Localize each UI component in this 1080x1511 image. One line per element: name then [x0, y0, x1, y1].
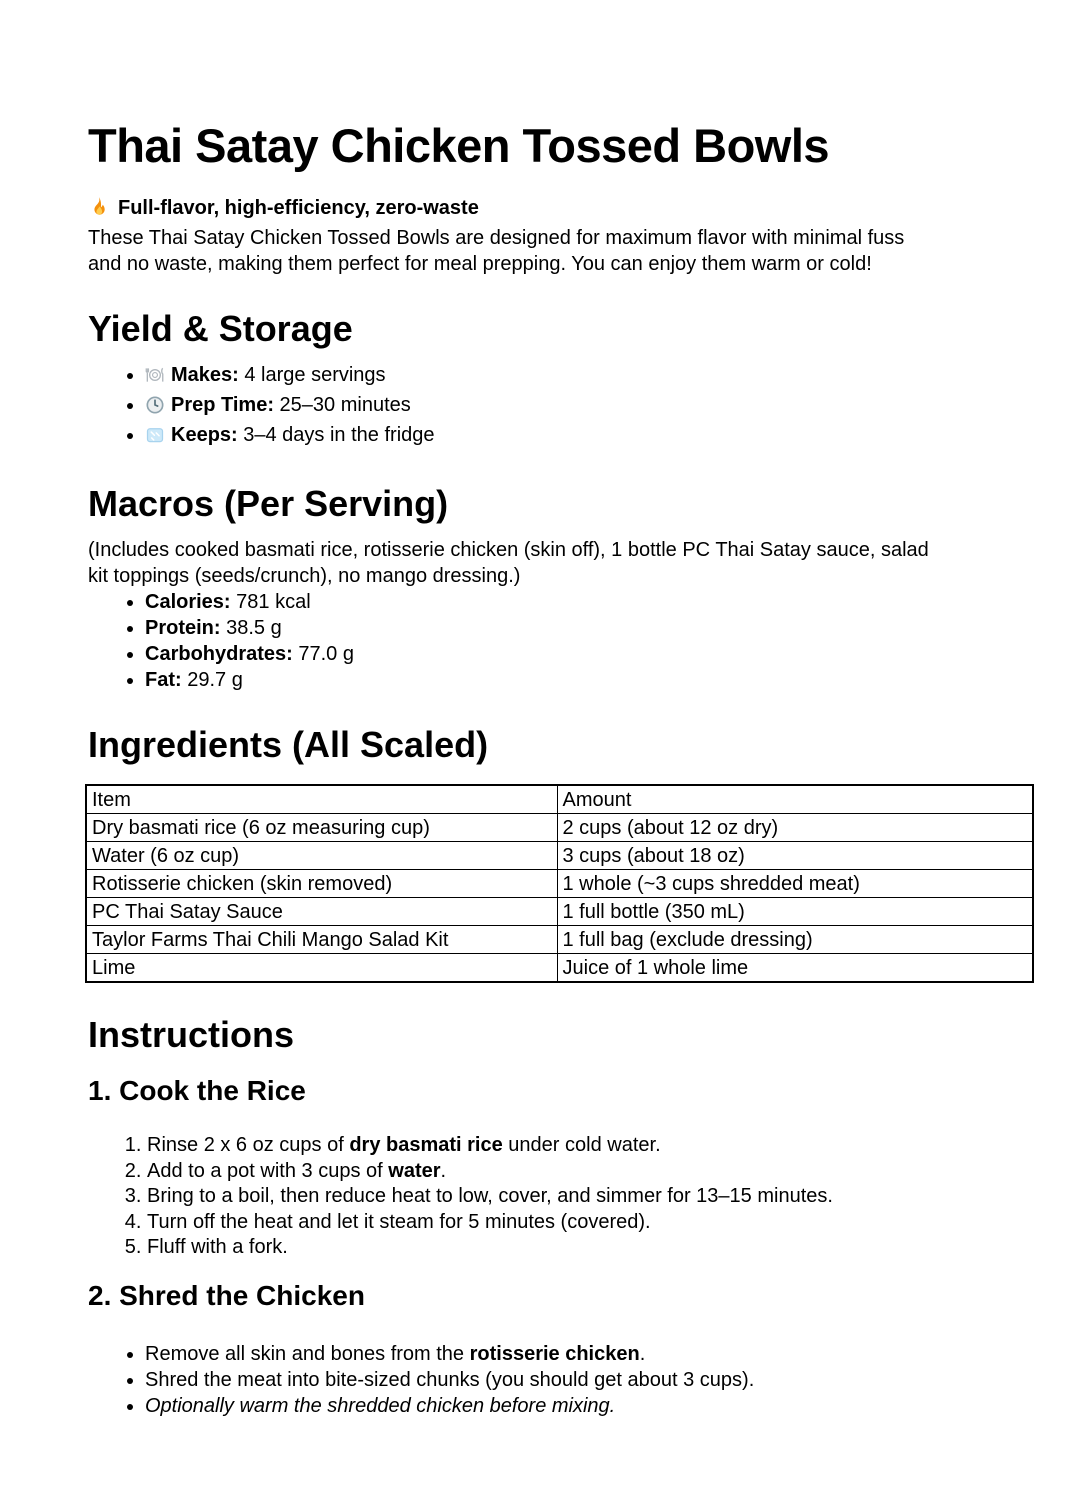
- subsection-heading-shred-chicken: 2. Shred the Chicken: [88, 1279, 365, 1311]
- item-label: Prep Time:: [171, 394, 274, 416]
- table-row: [86, 842, 1033, 870]
- item-cell: Water (6 oz cup): [86, 842, 557, 870]
- amount-cell: 3 cups (about 18 oz): [557, 842, 1033, 870]
- table-row: [86, 814, 1033, 842]
- bullet-text: .: [639, 1342, 646, 1365]
- step-text: Rinse 2 x 6 oz cups of: [147, 1134, 350, 1156]
- list-item: [145, 422, 992, 452]
- amount-cell: 1 full bottle (350 mL): [557, 898, 1033, 926]
- amount-cell: 2 cups (about 12 oz dry): [557, 814, 1033, 842]
- yield-storage-list: [88, 362, 992, 452]
- intro-line: These Thai Satay Chicken Tossed Bowls are designed for maximum flavor with minimal fuss: [88, 227, 905, 249]
- item-label: Carbohydrates:: [145, 643, 293, 665]
- ice-icon: [145, 425, 165, 452]
- item-cell: Rotisserie chicken (skin removed): [86, 870, 557, 898]
- item-value: 77.0 g: [292, 643, 354, 665]
- step-text: Turn off the heat and let it steam for 5 minutes (covered).: [147, 1210, 651, 1233]
- list-item: [145, 615, 992, 641]
- item-label: Makes:: [171, 364, 239, 386]
- step-text: Add to a pot with 3 cups of: [147, 1159, 389, 1182]
- list-item: [145, 641, 992, 667]
- item-label: Protein:: [145, 617, 221, 639]
- item-value: 29.7 g: [181, 669, 243, 691]
- list-item: [145, 362, 992, 392]
- numbered-step: [147, 1235, 992, 1261]
- step-text: Bring to a boil, then reduce heat to low, cover, and simmer for 13–15 minutes.: [147, 1185, 833, 1207]
- tagline-text: Full-flavor, high-efficiency, zero-waste: [118, 197, 479, 219]
- item-value: 3–4 days in the fridge: [237, 424, 435, 446]
- list-item: [145, 667, 992, 693]
- item-value: 4 large servings: [238, 364, 386, 386]
- bullet-bold: rotisserie chicken: [469, 1342, 640, 1365]
- numbered-step: [147, 1210, 992, 1236]
- amount-cell: 1 full bag (exclude dressing): [557, 926, 1033, 954]
- item-label: Keeps:: [171, 424, 238, 446]
- subsection-heading-cook-rice: 1. Cook the Rice: [88, 1075, 306, 1106]
- section-heading-yield-storage: Yield & Storage: [88, 308, 353, 349]
- ingredients-table: [85, 784, 1034, 983]
- bullet-text: Shred the meat into bite-sized chunks (you should get about 3 cups).: [145, 1368, 755, 1391]
- plate-icon: [145, 365, 165, 392]
- step-text: under cold water.: [502, 1134, 661, 1156]
- amount-cell: 1 whole (~3 cups shredded meat): [557, 870, 1033, 898]
- step-text: Fluff with a fork.: [147, 1236, 288, 1258]
- section-heading-macros: Macros (Per Serving): [88, 483, 449, 524]
- bullet-item: [145, 1393, 992, 1419]
- table-row: [86, 870, 1033, 898]
- macros-note: [88, 537, 1048, 589]
- numbered-step: [147, 1159, 992, 1185]
- column-header-amount: Amount: [557, 785, 1033, 814]
- intro-line: and no waste, making them perfect for meal prepping. You can enjoy them warm or cold!: [88, 253, 872, 275]
- cook-rice-steps: [88, 1133, 992, 1261]
- bullet-text: Remove all skin and bones from the: [145, 1342, 470, 1365]
- bullet-text: Optionally warm the shredded chicken before mixing.: [145, 1394, 616, 1417]
- recipe-title: Thai Satay Chicken Tossed Bowls: [88, 119, 830, 172]
- step-bold: dry basmati rice: [349, 1134, 503, 1156]
- step-bold: water: [388, 1159, 441, 1182]
- list-item: [145, 589, 992, 615]
- table-row: [86, 898, 1033, 926]
- section-heading-ingredients: Ingredients (All Scaled): [88, 724, 489, 765]
- macros-note-line: (Includes cooked basmati rice, rotisserie chicken (skin off), 1 bottle PC Thai Satay sauce, salad: [88, 539, 929, 561]
- numbered-step: [147, 1133, 992, 1159]
- item-cell: Dry basmati rice (6 oz measuring cup): [86, 814, 557, 842]
- shred-chicken-list: [88, 1341, 992, 1419]
- fire-icon: [88, 196, 110, 225]
- tagline: [88, 195, 992, 225]
- item-value: 781 kcal: [230, 591, 311, 613]
- numbered-step: [147, 1184, 992, 1210]
- bullet-item: [145, 1367, 992, 1393]
- item-cell: Taylor Farms Thai Chili Mango Salad Kit: [86, 926, 557, 954]
- column-header-item: Item: [86, 785, 557, 814]
- section-heading-instructions: Instructions: [88, 1014, 295, 1055]
- item-value: 38.5 g: [220, 617, 282, 639]
- list-item: [145, 392, 992, 422]
- item-label: Fat:: [145, 669, 182, 691]
- clock-icon: [145, 395, 165, 422]
- table-row: [86, 926, 1033, 954]
- item-value: 25–30 minutes: [274, 394, 411, 416]
- step-text: .: [440, 1159, 447, 1182]
- macros-list: [88, 589, 992, 693]
- item-cell: Lime: [86, 954, 557, 983]
- table-header-row: [86, 785, 1033, 814]
- table-row: [86, 954, 1033, 983]
- item-label: Calories:: [145, 591, 231, 613]
- bullet-item: [145, 1341, 992, 1367]
- item-cell: PC Thai Satay Sauce: [86, 898, 557, 926]
- macros-note-line: kit toppings (seeds/crunch), no mango dressing.): [88, 565, 521, 587]
- intro-paragraph: [88, 225, 992, 277]
- amount-cell: Juice of 1 whole lime: [557, 954, 1033, 983]
